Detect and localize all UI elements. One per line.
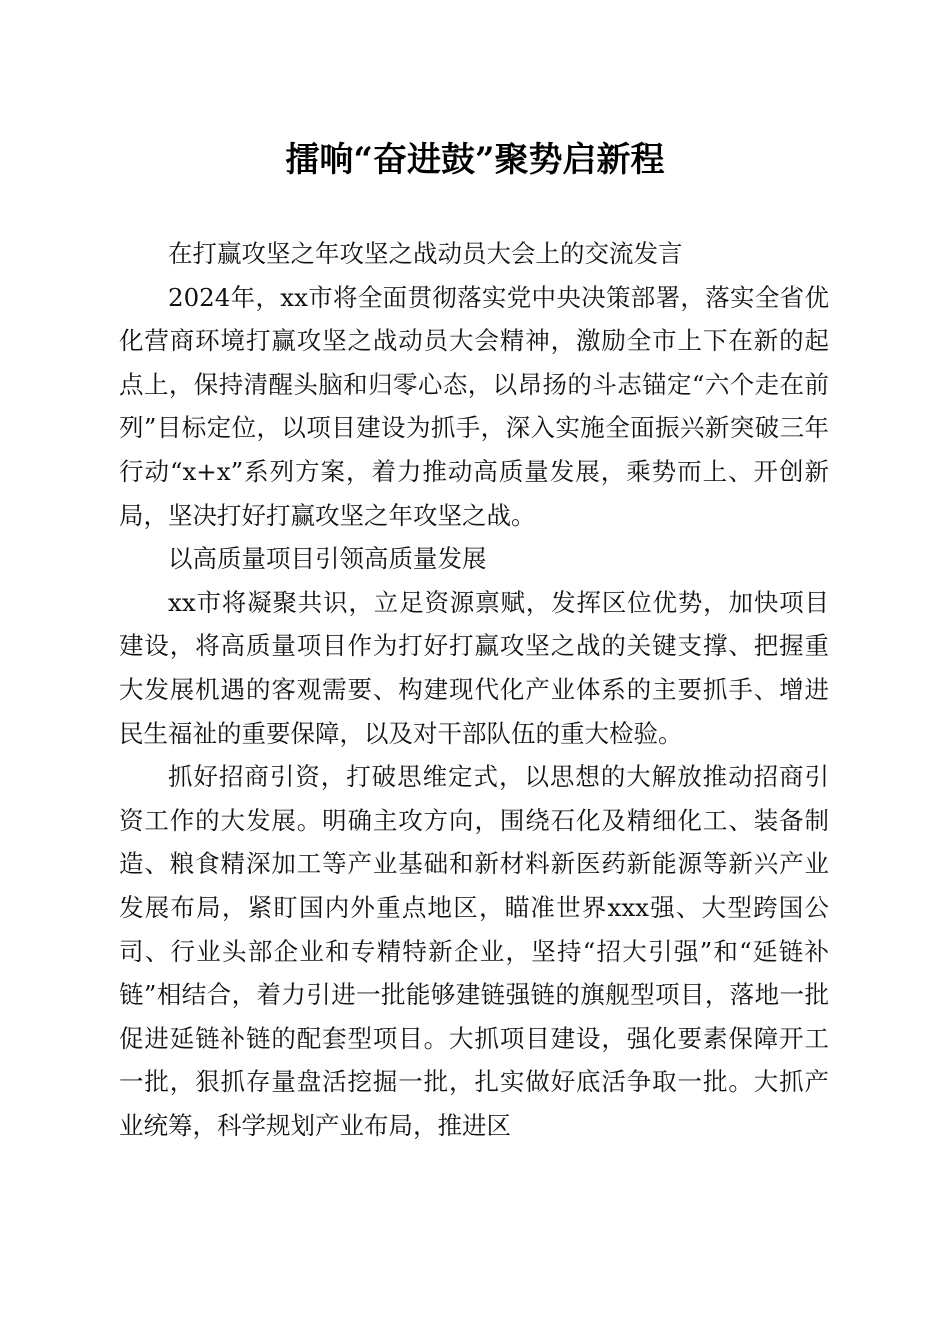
intro-paragraph: 2024年，xx市将全面贯彻落实党中央决策部署，落实全省优化营商环境打赢攻坚之战动员大会精神，激励全市上下在新的起点上，保持清醒头脑和归零心态，以昂扬的斗志锚定“六个走在前列”目标定位，以项目建设为抓手，深入实施全面振兴新突破三年行动“x+x”系列方案，着力推动高质量发展，乘势而上、开创新局，坚决打好打赢攻坚之年攻坚之战。 — [119, 282, 829, 530]
document-title: 擂响“奋进鼓”聚势启新程 — [285, 140, 665, 180]
body-paragraph: 抓好招商引资，打破思维定式，以思想的大解放推动招商引资工作的大发展。明确主攻方向，围绕石化及精细化工、装备制造、粮食精深加工等产业基础和新材料新医药新能源等新兴产业发展布局，紧盯国内外重点地区，瞄准世界xxx强、大型跨国公司、行业头部企业和专精特新企业，坚持“招大引强”和“延链补链”相结合，着力引进一批能够建链强链的旗舰型项目，落地一批促进延链补链的配套型项目。大抓项目建设，强化要素保障开工一批，狠抓存量盘活挖掘一批，扎实做好底活争取一批。大抓产业统筹，科学规划产业布局，推进区 — [119, 762, 829, 1140]
section-heading: 以高质量项目引领高质量发展 — [168, 544, 487, 574]
subtitle-paragraph: 在打赢攻坚之年攻坚之战动员大会上的交流发言 — [168, 239, 683, 268]
body-paragraph: xx市将凝聚共识，立足资源禀赋，发挥区位优势，加快项目建设，将高质量项目作为打好打赢攻坚之战的关键支撑、把握重大发展机遇的客观需要、构建现代化产业体系的主要抓手、增进民生福祉的重要保障，以及对干部队伍的重大检验。 — [119, 587, 829, 748]
document-body — [119, 232, 829, 1147]
